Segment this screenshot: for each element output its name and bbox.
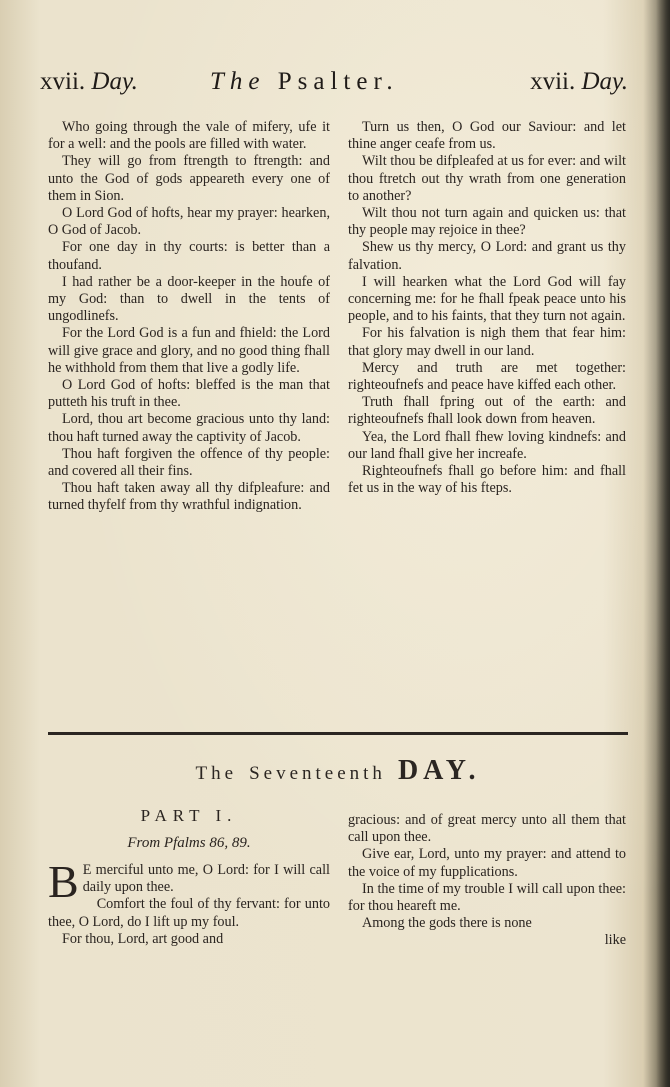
day-label-right: Day. <box>581 68 628 95</box>
verse: Thou haft forgiven the offence of thy people: and covered all their fins. <box>48 445 330 480</box>
opening-verse-text: E merciful unto me, O Lord: for I will call daily upon thee. <box>82 862 330 896</box>
verse: I will hearken what the Lord God will fay concerning me: for he fhall fpeak peace unto his people, and to his faints, that they turn not again. <box>348 273 626 325</box>
verse: For the Lord God is a fun and fhield: the Lord will give grace and glory, and no good thing fhall he withhold from them that live a godly life. <box>48 325 330 376</box>
verse: For one day in thy courts: is better than a thoufand. <box>48 239 330 273</box>
verse: Give ear, Lord, unto my prayer: and attend to the voice of my fupplications. <box>348 846 626 880</box>
day-label-left: Day. <box>91 68 138 95</box>
running-head-title <box>210 68 399 96</box>
verse: Truth fhall fpring out of the earth: and righteoufnefs fhall look down from heaven. <box>348 394 626 428</box>
section-divider-rule <box>48 732 628 735</box>
title-psalter: Psalter. <box>277 68 399 95</box>
book-spine-shadow <box>656 0 670 1087</box>
verse: Righteoufnefs fhall go before him: and fhall fet us in the way of his fteps. <box>348 463 626 497</box>
heading-the: The <box>195 763 238 784</box>
bottom-left-column <box>48 856 330 948</box>
running-head <box>40 68 628 108</box>
verse: O Lord God of hofts: bleffed is the man that putteth his truft in thee. <box>48 377 330 411</box>
verse: Yea, the Lord fhall fhew loving kindnefs: and our land fhall give her increafe. <box>348 428 626 462</box>
day-heading <box>48 755 628 787</box>
verse: Lord, thou art become gracious unto thy land: thou haft turned away the captivity of Jacob. <box>48 411 330 445</box>
verse: Mercy and truth are met together: righteoufnefs and peace have kiffed each other. <box>348 359 626 394</box>
heading-seventeenth: Seventeenth <box>249 763 386 784</box>
verse: O Lord God of hofts, hear my prayer: hearken, O God of Jacob. <box>48 205 330 239</box>
verse: Turn us then, O God our Saviour: and let thine anger ceafe from us. <box>348 119 626 153</box>
verse: Wilt thou be difpleafed at us for ever: and wilt thou ftretch out thy wrath from one generation to another? <box>348 153 626 204</box>
verse: In the time of my trouble I will call upon thee: for thou heareft me. <box>348 880 626 915</box>
top-right-column <box>348 119 626 497</box>
verse: I had rather be a door-keeper in the houfe of my God: than to dwell in the tents of ungodlinefs. <box>48 273 330 325</box>
verse: gracious: and of great mercy unto all them that call upon thee. <box>348 812 626 846</box>
verse: Who going through the vale of mifery, ufe it for a well: and the pools are filled with water. <box>48 119 330 153</box>
part-label: PART I. <box>140 806 238 825</box>
verse: They will go from ftrength to ftrength: and unto the God of gods appeareth every one of them in Sion. <box>48 153 330 204</box>
verse: Shew us thy mercy, O Lord: and grant us thy falvation. <box>348 239 626 273</box>
day-number-left: xvii. <box>40 68 86 95</box>
running-head-left <box>40 68 138 96</box>
title-the: The <box>210 68 266 95</box>
verse: Comfort the foul of thy fervant: for unto thee, O Lord, do I lift up my foul. <box>48 896 330 930</box>
bottom-right-column <box>348 812 626 950</box>
psalm-reference: From Pfalms 86, 89. <box>127 835 251 851</box>
day-number-right: xvii. <box>530 68 576 95</box>
opening-verse <box>48 856 330 907</box>
running-head-right <box>530 68 628 96</box>
catchword: like <box>604 932 626 949</box>
verse: Among the gods there is none <box>362 915 532 932</box>
verse: Wilt thou not turn again and quicken us: that thy people may rejoice in thee? <box>348 205 626 239</box>
top-left-column <box>48 119 330 515</box>
drop-cap: B <box>48 856 79 907</box>
heading-day: DAY. <box>397 755 481 786</box>
verse: For thou, Lord, art good and <box>62 930 224 947</box>
verse: Thou haft taken away all thy difpleafure: and turned thyfelf from thy wrathful indignation. <box>48 480 330 514</box>
verse: For his falvation is nigh them that fear him: that glory may dwell in our land. <box>348 325 626 359</box>
